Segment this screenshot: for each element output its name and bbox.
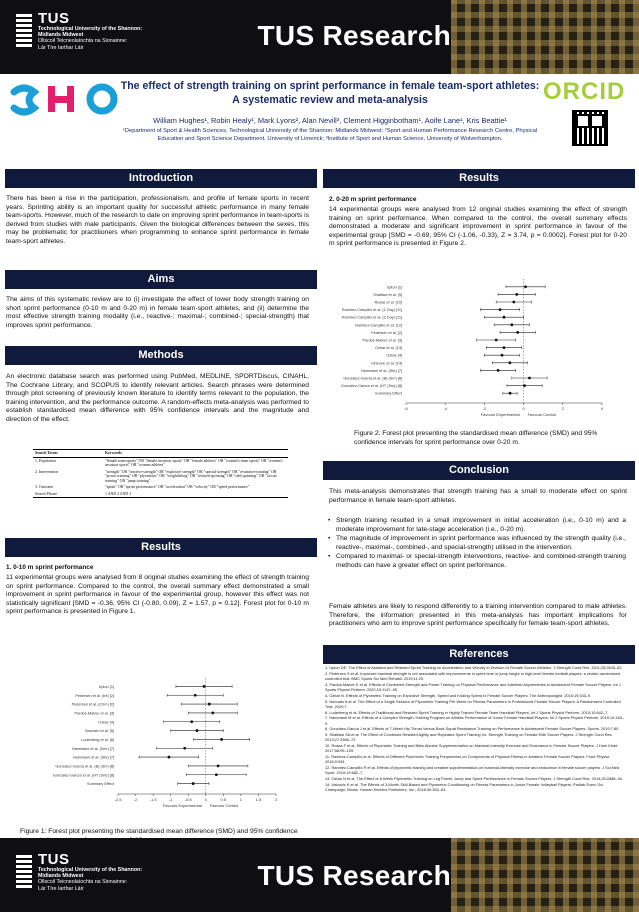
study-label: Pedersen et al. (Chm) [2] — [71, 702, 114, 707]
list-item: • The magnitude of improvement in sprint performance was influenced by the strength quality (i.e., reactive-, maximal-, combined-, and special-strength) utilised in the intervention. — [336, 535, 626, 552]
logo-sub: Midlands Midwest — [38, 32, 84, 39]
search-terms-table — [33, 449, 288, 498]
point-estimate — [497, 369, 500, 372]
references-heading: References — [323, 645, 635, 664]
study-label: Shalfawi et al. [9] — [373, 292, 402, 297]
tick-label: -2 — [482, 406, 487, 411]
table-cell: 3. Outcome — [35, 485, 54, 489]
figure-2-caption: Figure 2: Forest plot presenting the standardised mean difference (SMD) and 95% confidence intervals for sprint performance over 0-20 m. — [354, 430, 598, 446]
study-label: Ozbar [4] — [98, 720, 114, 725]
sho-logo-icon — [10, 82, 122, 116]
tus-logo-icon — [16, 14, 32, 52]
point-estimate — [510, 323, 513, 326]
table-header: Search Terms — [33, 450, 103, 458]
table-cell: "strength" OR "reactive-strength" OR "explosive strength" OR "special strength" OR "resistance training" OR "power training" OR "plyometric" OR "weightlifting" OR "resisted sprinting" OR "sled sprinting" OR "circuit training" OR "jump training" — [105, 469, 277, 483]
point-estimate — [503, 346, 506, 349]
point-estimate — [501, 354, 504, 357]
table-row — [33, 491, 288, 498]
point-estimate — [508, 361, 511, 364]
orcid-logo: ORCID — [543, 78, 626, 105]
point-estimate — [196, 729, 199, 732]
tick-label: 1 — [239, 797, 243, 802]
tick-label: 2 — [274, 797, 278, 802]
point-estimate — [192, 782, 195, 785]
favours-experimental-label: Favours Experimental — [480, 412, 520, 417]
table-row — [33, 469, 288, 485]
list-item: • Compared to maximal- or special-strength interventions, reactive- and combined-strength training methods can have a greater effect on sprint performance. — [336, 553, 626, 570]
point-estimate — [516, 331, 519, 334]
results-left-heading: Results — [5, 538, 317, 557]
study-label: Idrizovic et al. [14] — [371, 361, 402, 366]
poster-affiliations: ¹Department of Sport & Health Sciences, Technological University of the Shannon: Midlands Midwest; ²Sport and Human Performance Research Centre, Physical Education and Sport Science Department, University of Limerick; ³Institute of Sport and Human Science, University of Wolverhampton. — [122, 128, 538, 142]
figure-1-caption: Figure 1: Forest plot presenting the standardised mean difference (SMD) and 95% confidence — [20, 828, 298, 835]
point-estimate — [512, 301, 515, 304]
reference-item: 9. Shalfawi SA et al. The Effect of Combined Resisted Agility and Repeated Sprint Training Vs. Strength Training on Female Elite Soccer Players. J Strength Cond Res. 2013;27:2966–72. — [325, 732, 613, 743]
point-estimate — [208, 703, 211, 706]
point-estimate — [215, 773, 218, 776]
logo-sub: Technological University of the Shannon: — [38, 26, 143, 32]
poster-title: The effect of strength training on sprint performance in female team-sport athletes: A systematic review and meta-analysis — [120, 80, 540, 106]
point-estimate — [495, 339, 498, 342]
references-list — [325, 665, 625, 793]
study-label: Ludenberg et al. [6] — [81, 737, 114, 742]
list-item: • Strength training resulted in a small improvement in initial acceleration (i.e., 0-10 m) and a moderate improvement for late-stage acceleration (i.e., 0-20 m). — [336, 517, 626, 534]
reference-item: 6. Ludenberg et al. Effects of Traditional and Resisted Sprint Training in Highly Trained Female Team Handball Players. Int J Sports Physiol Perform. 2015;10:642–7. — [325, 709, 609, 715]
forest-plot-2-svg — [340, 277, 620, 422]
reference-item: 2. Pedersen S et al. Improved maximal strength is not associated with improvements in sprint time or jump height in high-level female football players: a cluster-randomized controlled trial. BMC Sports Sci Med Rehabil. 2019;11:20. — [325, 670, 620, 681]
qr-code-icon — [572, 110, 608, 146]
point-estimate — [528, 377, 531, 380]
tick-label: -4 — [443, 406, 447, 411]
point-estimate — [194, 694, 197, 697]
study-label: González-García et al. (HT (Sm)) [8] — [52, 773, 114, 778]
study-label: Ramirez-Campillo et al. [12] — [355, 323, 402, 328]
point-estimate — [524, 285, 527, 288]
forest-plot-1 — [28, 676, 298, 811]
tus-logo — [38, 852, 142, 892]
tick-label: 0 — [522, 406, 525, 411]
tick-label: 4 — [600, 406, 604, 411]
table-cell: "female team sports" OR "female invasion sports" OR "female athletes" OR "women's team sports" OR "women's invasion sports" OR "women athletes" — [105, 458, 283, 467]
forest-plot-2 — [340, 277, 620, 422]
reference-item: 13. Ozbar N et al. The Effect of 8-Week Plyometric Training on Leg Power, Jump and Sprint Performance in Female Soccer Players. J Strength Cond Res. 2014;28:2888–94. — [325, 776, 624, 782]
reference-item: 12. Ramirez-Campillo R et al. Effects of plyometric training and creatine supplementation on maximal-intensity exercise and endurance in female soccer players. J Sci Med Sport. 2016;19:682–7. — [325, 765, 620, 776]
point-estimate — [183, 747, 186, 750]
point-estimate — [523, 384, 526, 387]
point-estimate — [168, 756, 171, 759]
tus-logo — [38, 11, 142, 51]
study-label: Summary Effect — [87, 782, 114, 787]
table-cell: 2. Intervention — [35, 469, 58, 474]
results-right-subheading: 2. 0-20 m sprint performance — [329, 196, 417, 203]
table-cell: "sprint" OR "sprint performance" OR "acceleration" OR "velocity" OR "speed performance" — [105, 485, 250, 489]
aims-text: The aims of this systematic review are to (i) investigate the effect of lower body strength training on short sprint performance (0-10 m and 0-20 m) in female team-sport athletes, and (ii) determine the most effective strength training modality (i.e., reactive-; maximal-; combined-; special-strength) that improves sprint performance. — [6, 296, 309, 329]
point-estimate — [217, 765, 220, 768]
tick-label: 0 — [204, 797, 207, 802]
study-label: Pedersen et al. (Int) [2] — [75, 693, 114, 698]
banner-title: TUS Research — [257, 860, 451, 891]
point-estimate — [499, 308, 502, 311]
methods-text: An electronic database search was performed using PubMed, MEDLINE, SPORTDiscus, CINAHL, The Cochrane Library, and SCOPUS to identify relevant articles. Search phrases were determined through pilot screening of previously known literature to identify terms relevant to the population, the training intervention, and the performance outcome. A random-effects meta-analysis was performed to establish standardised mean difference with 95% confidence intervals and the magnitude and direction of the effect. — [6, 373, 309, 423]
reference-item: 11. Ramirez-Campillo et al. Effects of Different Plyometric Training Frequencies on Components of Physical Fitness in Amateur Female Soccer Players. Front Physiol. 2018;9:934. — [325, 754, 611, 765]
logo-sub: Technological University of the Shannon: — [38, 867, 143, 873]
study-label: González-García et al. (B) (Sm) [8] — [55, 764, 114, 769]
study-label: Pardos-Mainer et al. [3] — [74, 711, 114, 716]
study-label: Hammami et al. (Ste) [7] — [360, 368, 402, 373]
poster-authors: William Hughes¹, Robin Healy¹, Mark Lyons², Alan Nevill³, Clement Higginbotham¹, Aoife Lane¹, Kris Beattie¹ — [153, 116, 507, 125]
study-label: González-García et al. (B) (Sm) [8] — [343, 376, 402, 381]
logo-sub: Ollscoil Teicneolaíochta na Sionainne: — [38, 879, 128, 886]
tick-label: -2 — [133, 797, 138, 802]
point-estimate — [509, 392, 512, 395]
reference-item: 4. Ozbar N. Effects of Plyometric Training on Explosive Strength, Speed and Kicking Speed in Female Soccer Players. The Anthropologist. 2015;19:333–9. — [325, 692, 592, 698]
study-label: Upton [1] — [386, 285, 402, 290]
study-label: Summary Effect — [375, 391, 402, 396]
study-label: González-García et al. (HT (Sm)) [8] — [340, 384, 402, 389]
top-banner — [0, 0, 639, 74]
tick-label: 0.5 — [220, 797, 227, 802]
methods-heading: Methods — [5, 346, 317, 365]
results-left-subheading: 1. 0-10 m sprint performance — [6, 564, 94, 571]
tick-label: -1.5 — [149, 797, 157, 802]
logo-sub: Midlands Midwest — [38, 873, 84, 880]
table-row — [33, 457, 288, 469]
study-label: Upton [1] — [98, 684, 114, 689]
point-estimate — [503, 316, 506, 319]
point-estimate — [190, 720, 193, 723]
conclusion-bullets — [336, 517, 626, 572]
aims-heading: Aims — [5, 270, 317, 289]
reference-item: 1. Upton DE. The Effect of Assisted and Resisted Sprint Training on Acceleration and Velocity in Division IA Female Soccer Athletes. J Strength Cond Res. 2011;25:2645–52. — [325, 665, 623, 670]
tick-label: -2.5 — [114, 797, 122, 802]
point-estimate — [211, 712, 214, 715]
study-label: Ramirez-Campillo et al. (2 Day) [11] — [341, 315, 402, 320]
decorative-pattern — [451, 838, 639, 912]
tick-label: 2 — [561, 406, 564, 411]
logo-text: TUS — [38, 851, 70, 868]
tus-logo-icon — [16, 855, 32, 893]
table-cell: 1. Population — [35, 458, 56, 463]
study-label: Nonnato et al. [5] — [85, 729, 114, 734]
reference-item: 14. Idrizovic K et al. The Effects of 3-Month Skill-Based and Plyometric Conditioning on Fitness Parameters in Junior Female Volleyball Players. Pediatr Exerc Sci. Champaign, Illinois: Human Kinetics Publishers, Inc.; 2018;30:353–63. — [325, 781, 605, 793]
logo-sub: Ollscoil Teicneolaíochta na Sionainne: — [38, 38, 128, 45]
introduction-heading: Introduction — [5, 169, 317, 188]
conclusion-closing: Female athletes are likely to respond differently to a training intervention compared to male athletes. Therefore, the information presented in this meta-analysis has important implications for practitioners who aim to improve sprint performance specifically for female team-sport athletes. — [329, 603, 627, 628]
logo-sub: Lár Tíre Iarthar Láir — [38, 885, 84, 892]
conclusion-intro: This meta-analysis demonstrates that strength training has a small to moderate effect on sprint performance in female team-sport athletes. — [329, 488, 627, 504]
table-header: Keywords — [103, 450, 288, 458]
tick-label: -1 — [168, 797, 173, 802]
point-estimate — [203, 685, 206, 688]
reference-item: 5. Nonnato A et al. The Effect of a Single Session of Plyometric Training Per Week on Fitness Parameters in Professional Female Soccer Players: A Randomized Controlled Trial. 2020;7. — [325, 698, 621, 709]
logo-text: TUS — [38, 10, 70, 27]
study-label: Ozbar et al. [13] — [374, 346, 402, 351]
tick-label: 1.5 — [255, 797, 262, 802]
study-label: Ramirez-Campillo et al. (1 Day) [11] — [341, 308, 402, 313]
table-cell: Search Phrase — [33, 491, 103, 498]
tick-label: -0.5 — [184, 797, 192, 802]
decorative-pattern — [451, 0, 639, 74]
banner-title: TUS Research — [257, 20, 451, 51]
table-cell: 1 AND 2 AND 3 — [103, 491, 288, 498]
point-estimate — [515, 293, 518, 296]
favours-control-label: Favours Control — [209, 803, 239, 808]
forest-plot-1-svg — [28, 676, 298, 811]
introduction-text: There has been a rise in the participation, professionalism, and profile of female sports in recent years. Sprinting ability is an important quality for successful athletic performance in many female team-sports. However, much of the research to date on improving sprint performance in team-sports is derived from studies with male participants. Given the biological differences between the sexes, this may be problematic for practitioners when programming to enhance sprint performance in female team-sport athletes. — [6, 195, 309, 245]
study-label: Hammami et al. (Sec) [7] — [72, 746, 114, 751]
favours-experimental-label: Favours Experimental — [162, 803, 202, 808]
results-right-heading: Results — [323, 169, 635, 188]
reference-item: 3. Pardos-Mainer E et al. Effects of Combined Strength and Power Training on Physical Performance and Interlimb Asymmetries in Adolescent Female Soccer Players. Int J Sports Physiol Perform. 2020;15:1147–55. — [325, 681, 621, 692]
study-label: Ozbar [4] — [386, 353, 402, 358]
point-estimate — [220, 738, 223, 741]
results-right-text: 14 experimental groups were analysed from 12 original studies examining the effect of strength training on sprint performance. When compared to the control, the overall summary effects demonstrated a moderate and significant improvement in sprint performance in favour of the experimental group [SMD = -0.69, 95% CI (-1.06, -0.33), Z = 3.74, p = 0.0002]. Forest plot for 0-20 m sprint performance is presented in Figure 2. — [329, 206, 627, 248]
reference-item: 7. Hammami M et al. Effects of a Complex Strength-Training Program on Athletic Performance of Junior Female Handball Players. Int J Sports Physiol Perform. 2019;14:163–9. — [325, 715, 625, 726]
reference-item: 10. Rosas F et al. Effects of Plyometric Training and Beta-Alanine Supplementation on Maximal-Intensity Exercise and Endurance in Female Soccer Players. J Hum Kinet. 2017;58:99–109. — [325, 743, 619, 754]
reference-item: 8. González-García J et al. Effects of 7-Week Hip Thrust Versus Back Squat Resistance Training on Performance in Adolescent Female Soccer Players. Sports. 2019;7:80. — [325, 726, 620, 732]
results-left-text: 11 experimental groups were analysed from 8 original studies examining the effect of strength training on sprint performance. Compared to the control, the overall summary effect demonstrated a small improvement in sprint performance in favour of the experimental group, however this effect was not statistically significant [SMD = -0.36, 95% CI (-0.80, 0.09), Z = 1.57, p = 0.12]. Forest plot for 0-10 m sprint performance is presented in Figure 1. — [6, 574, 309, 616]
study-label: Pardos-Mainer et al. [3] — [362, 338, 402, 343]
study-label: Rosas et al. [10] — [374, 300, 402, 305]
conclusion-heading: Conclusion — [323, 461, 635, 480]
study-label: Pedersen et al. [2] — [371, 330, 402, 335]
bottom-banner — [0, 838, 639, 912]
tick-label: -6 — [404, 406, 408, 411]
favours-control-label: Favours Control — [527, 412, 557, 417]
logo-sub: Lár Tíre Iarthar Láir — [38, 44, 84, 51]
study-label: Hammami et al. (Ste) [7] — [72, 755, 114, 760]
